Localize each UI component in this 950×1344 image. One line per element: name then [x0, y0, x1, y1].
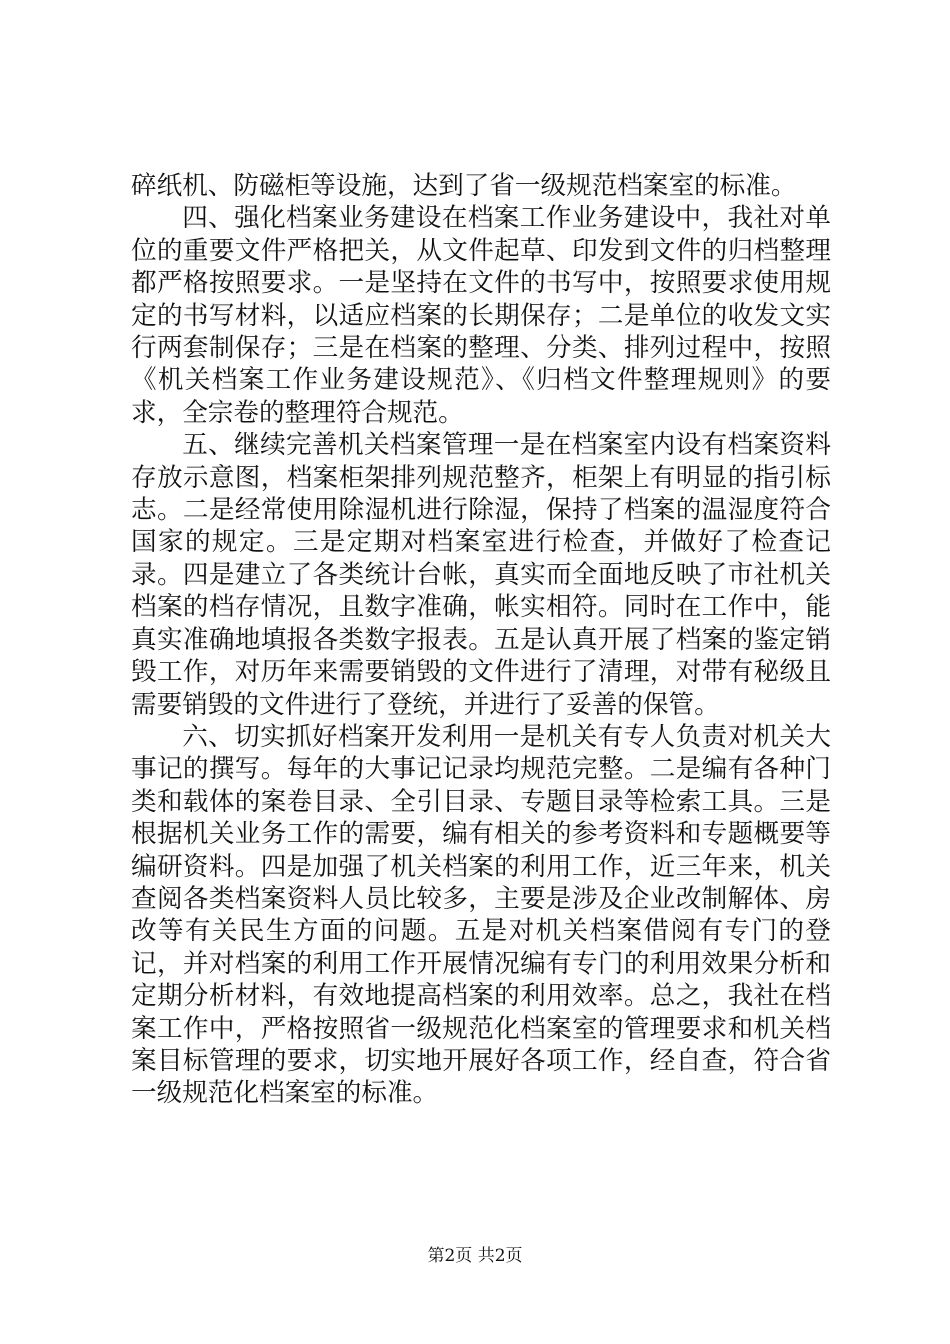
paragraph-section-four: 四、强化档案业务建设在档案工作业务建设中，我社对单位的重要文件严格把关，从文件起草、印发到文件的归档整理都严格按照要求。一是坚持在文件的书写中，按照要求使用规定的书写材料，以适应档案的长期保存；二是单位的收发文实行两套制保存；三是在档案的整理、分类、排列过程中，按照《机关档案工作业务建设规范》、《归档文件整理规则》的要求，全宗卷的整理符合规范。: [131, 203, 831, 428]
paragraph-section-six: 六、切实抓好档案开发利用一是机关有专人负责对机关大事记的撰写。每年的大事记记录均规范完整。二是编有各种门类和载体的案卷目录、全引目录、专题目录等检索工具。三是根据机关业务工作的需要，编有相关的参考资料和专题概要等编研资料。四是加强了机关档案的利用工作，近三年来，机关查阅各类档案资料人员比较多，主要是涉及企业改制解体、房改等有关民生方面的问题。五是对机关档案借阅有专门的登记，并对档案的利用工作开展情况编有专门的利用效果分析和定期分析材料，有效地提高档案的利用效率。总之，我社在档案工作中，严格按照省一级规范化档案室的管理要求和机关档案目标管理的要求，切实地开展好各项工作，经自查，符合省一级规范化档案室的标准。: [131, 721, 831, 1109]
paragraph-section-five: 五、继续完善机关档案管理一是在档案室内设有档案资料存放示意图，档案柜架排列规范整齐，柜架上有明显的指引标志。二是经常使用除湿机进行除湿，保持了档案的温湿度符合国家的规定。三是定期对档案室进行检查，并做好了检查记录。四是建立了各类统计台帐，真实而全面地反映了市社机关档案的档存情况，且数字准确，帐实相符。同时在工作中，能真实准确地填报各类数字报表。五是认真开展了档案的鉴定销毁工作，对历年来需要销毁的文件进行了清理，对带有秘级且需要销毁的文件进行了登统，并进行了妥善的保管。: [131, 430, 831, 720]
paragraph-continuation: 碎纸机、防磁柜等设施，达到了省一级规范档案室的标准。: [131, 171, 797, 201]
document-body: [131, 170, 831, 1110]
page-number-footer: 第2页 共2页: [427, 1246, 523, 1266]
